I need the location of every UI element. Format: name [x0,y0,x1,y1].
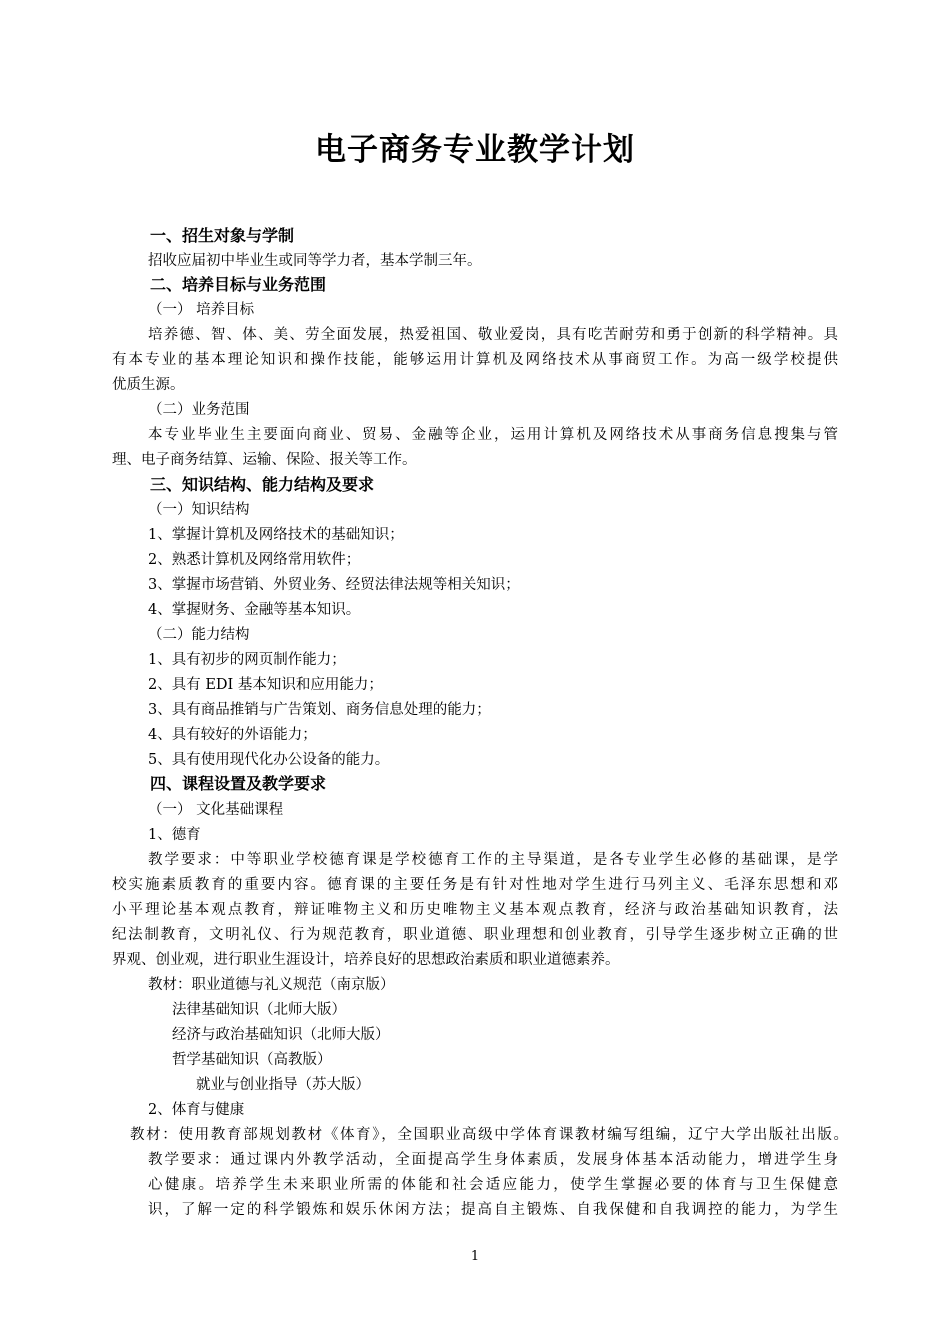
paragraph-line: 心健康。培养学生未来职业所需的体能和社会适应能力，使学生掌握必要的体育与卫生保健意 [148,1177,838,1193]
textbook-line: 教材：职业道德与礼义规范（南京版） [148,977,395,993]
list-item: 4、具有较好的外语能力； [148,727,317,743]
paragraph-line: 本专业毕业生主要面向商业、贸易、金融等企业，运用计算机及网络技术从事商务信息搜集与管 [148,427,838,443]
textbook-line: 哲学基础知识（高教版） [172,1052,332,1068]
list-item: 1、德育 [148,827,201,843]
paragraph-line: 优质生源。 [112,377,185,393]
section-heading-1: 一、招生对象与学制 [150,226,295,245]
list-item: 4、掌握财务、金融等基本知识。 [148,602,361,618]
subheading: （一） 文化基础课程 [148,802,284,818]
list-item: 2、体育与健康 [148,1102,245,1118]
list-item: 5、具有使用现代化办公设备的能力。 [148,752,390,768]
document-title: 电子商务专业教学计划 [315,132,635,168]
paragraph-line: 理、电子商务结算、运输、保险、报关等工作。 [112,452,417,468]
textbook-line: 就业与创业指导（苏大版） [196,1077,370,1093]
list-item: 3、具有商品推销与广告策划、商务信息处理的能力； [148,702,491,718]
paragraph-line: 小平理论基本观点教育，辩证唯物主义和历史唯物主义基本观点教育，经济与政治基础知识教育，法 [112,902,838,918]
page-number: 1 [470,1249,480,1264]
paragraph-line: 有本专业的基本理论知识和操作技能，能够运用计算机及网络技术从事商贸工作。为高一级学校提供 [112,352,838,368]
section-heading-4: 四、课程设置及教学要求 [150,774,327,793]
list-item: 1、掌握计算机及网络技术的基础知识； [148,527,404,543]
section-heading-2: 二、培养目标与业务范围 [150,275,327,294]
textbook-line: 经济与政治基础知识（北师大版） [172,1027,390,1043]
subheading: （二）业务范围 [148,402,250,418]
paragraph-line: 校实施素质教育的重要内容。德育课的主要任务是有针对性地对学生进行马列主义、毛泽东思想和邓 [112,877,838,893]
list-item: 2、熟悉计算机及网络常用软件； [148,552,361,568]
list-item: 1、具有初步的网页制作能力； [148,652,346,668]
paragraph-line: 教学要求：中等职业学校德育课是学校德育工作的主导渠道，是各专业学生必修的基础课，是学 [148,852,838,868]
paragraph-line: 界观、创业观，进行职业生涯设计，培养良好的思想政治素质和职业道德素养。 [112,952,620,968]
paragraph-line: 招收应届初中毕业生或同等学力者，基本学制三年。 [148,253,482,269]
section-heading-3: 三、知识结构、能力结构及要求 [150,475,375,494]
paragraph-line: 纪法制教育，文明礼仪、行为规范教育，职业道德、职业理想和创业教育，引导学生逐步树立正确的世 [112,927,838,943]
list-item: 2、具有 EDI 基本知识和应用能力； [148,677,383,693]
subheading: （一）知识结构 [148,502,250,518]
subheading: （二）能力结构 [148,627,250,643]
paragraph-line: 教学要求：通过课内外教学活动，全面提高学生身体素质，发展身体基本活动能力，增进学生身 [148,1152,838,1168]
subheading: （一） 培养目标 [148,302,255,318]
textbook-line: 法律基础知识（北师大版） [172,1002,346,1018]
paragraph-line: 教材：使用教育部规划教材《体育》，全国职业高级中学体育课教材编写组编，辽宁大学出版社出版。 [130,1127,848,1143]
list-item: 3、掌握市场营销、外贸业务、经贸法律法规等相关知识； [148,577,520,593]
paragraph-line: 识，了解一定的科学锻炼和娱乐休闲方法；提高自主锻炼、自我保健和自我调控的能力，为学生 [148,1202,838,1218]
paragraph-line: 培养德、智、体、美、劳全面发展，热爱祖国、敬业爱岗，具有吃苦耐劳和勇于创新的科学精神。具 [148,327,838,343]
